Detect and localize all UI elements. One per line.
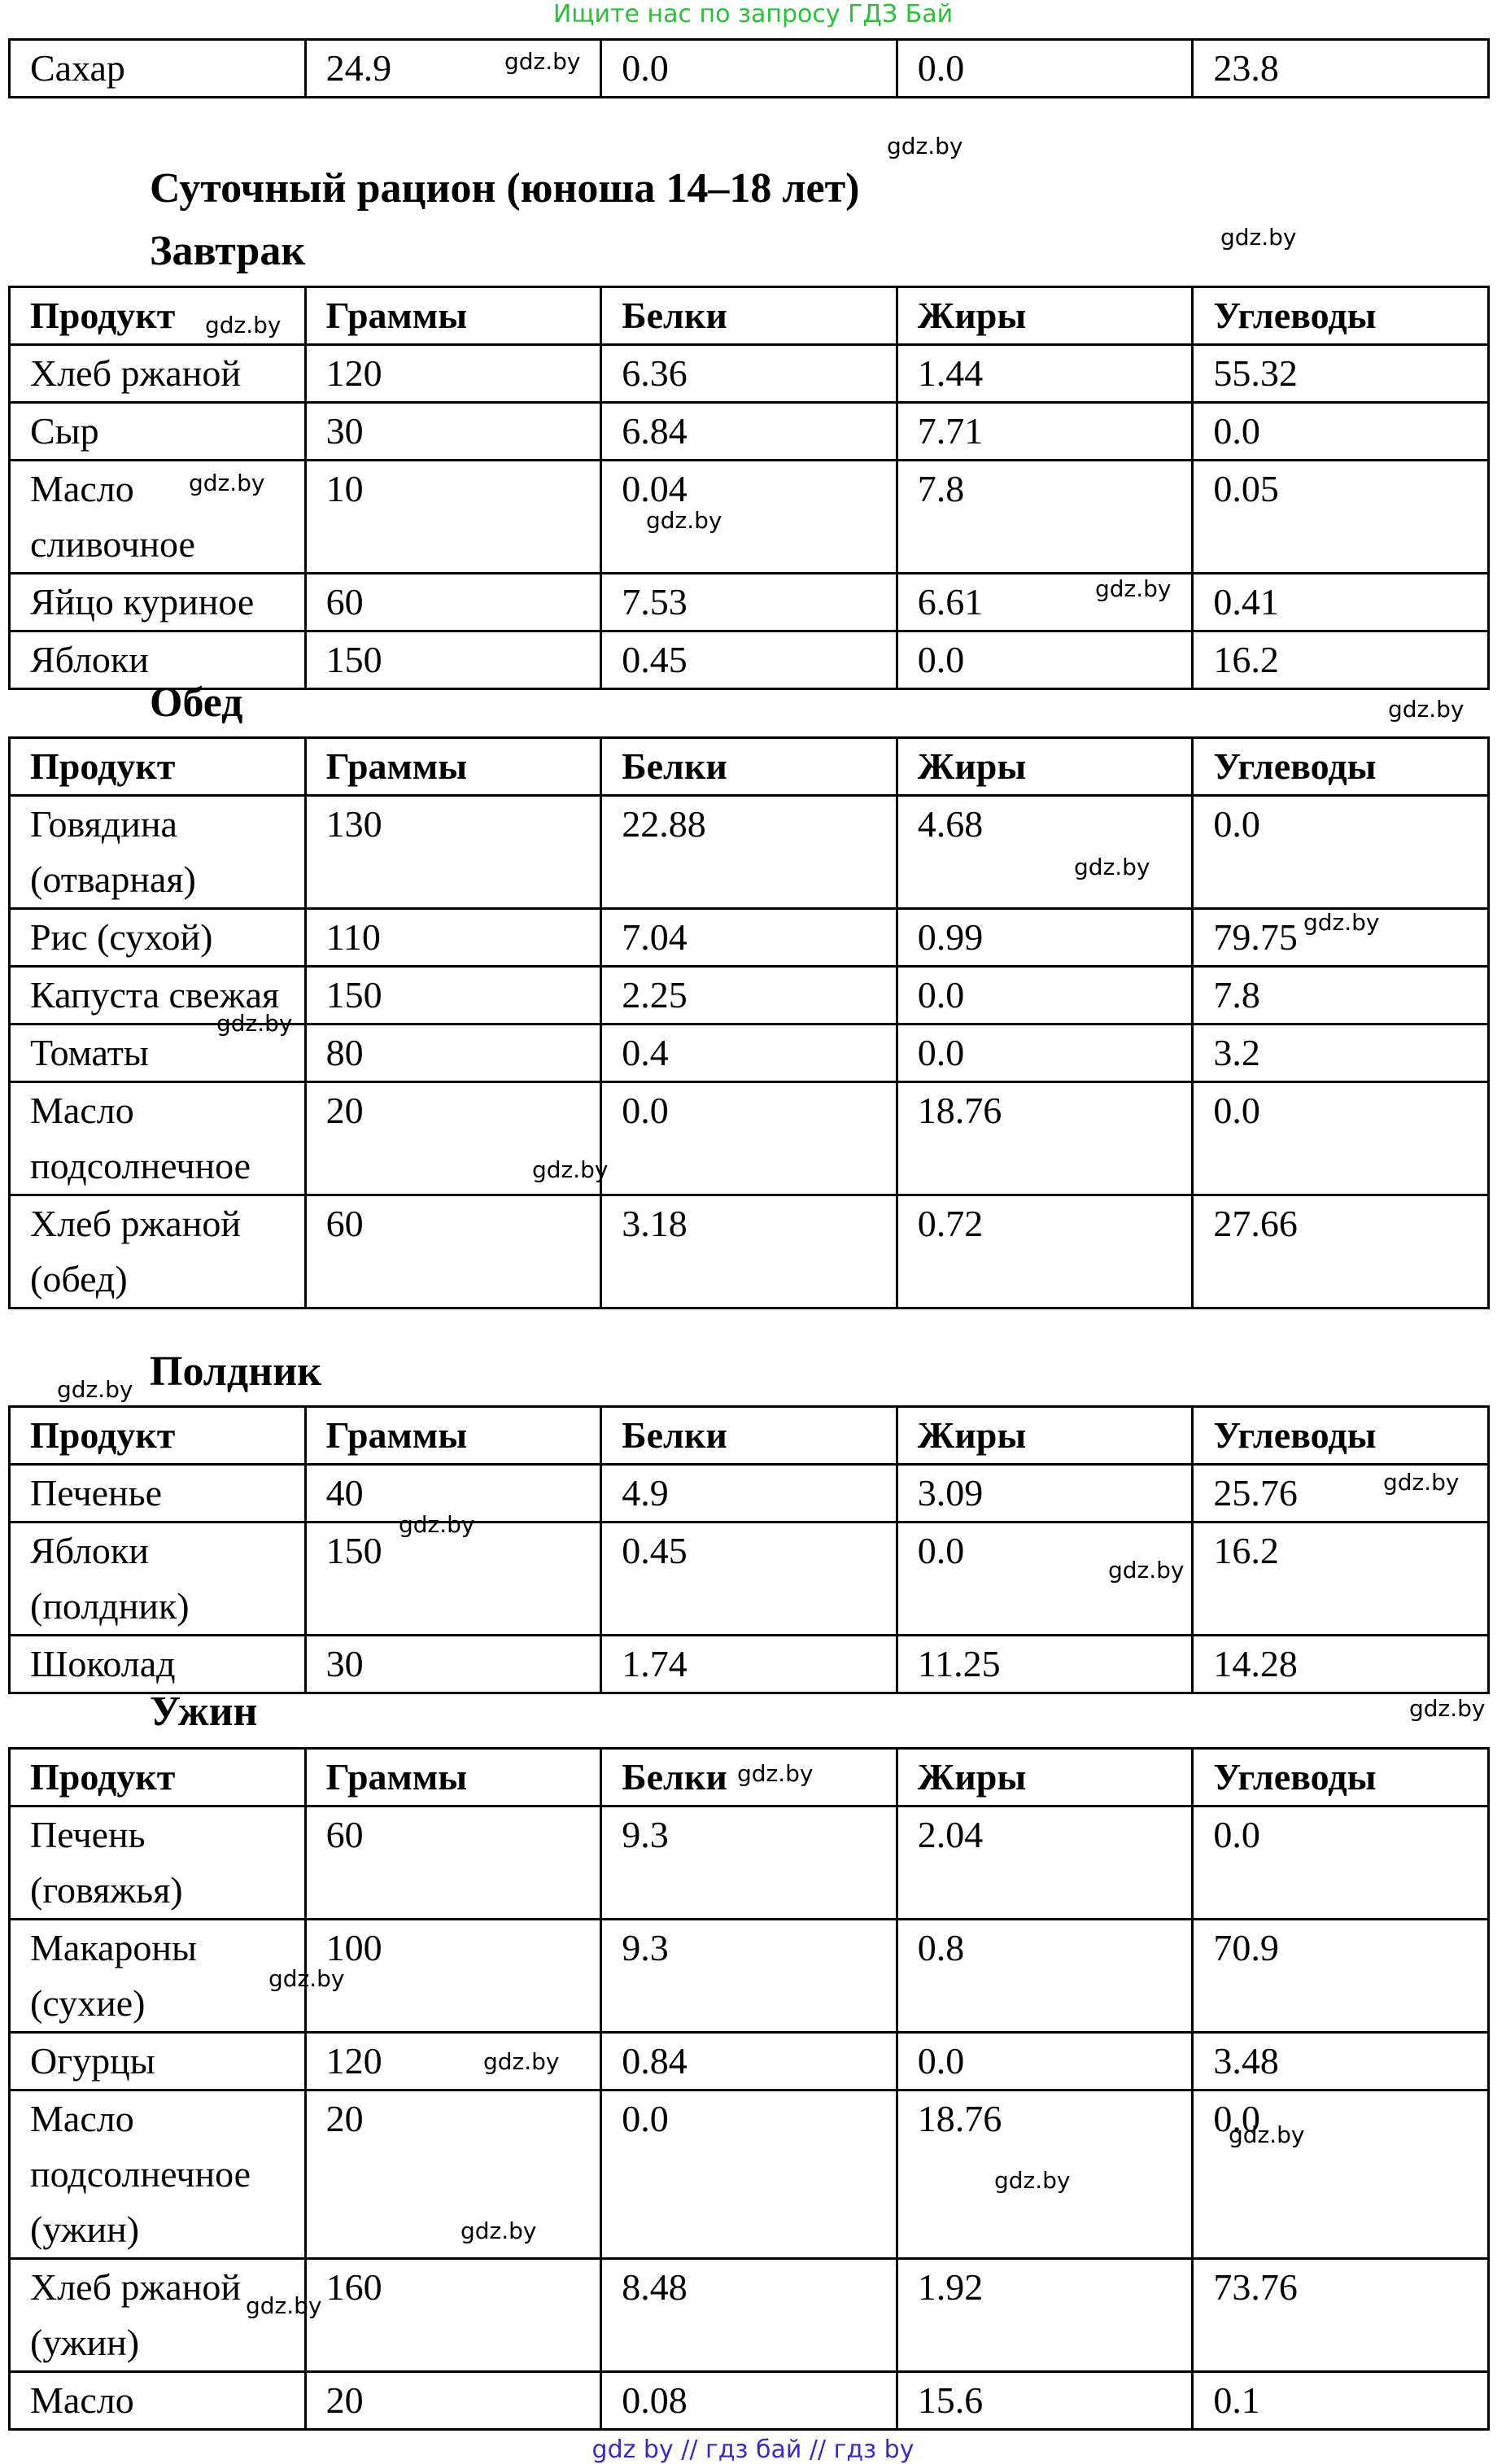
protein-cell: 6.84 [601,403,897,461]
watermark: gdz.by [1229,2121,1305,2148]
carbs-cell: 16.2 [1193,631,1489,689]
carbs-cell: 0.0 [1193,1082,1489,1195]
table-row [10,1082,1489,1195]
sugar-row-table [8,38,1490,98]
footer-links: gdz by // гдз бай // гдз by [591,2436,915,2464]
fat-cell: 7.8 [897,461,1193,574]
column-header-product: Продукт [10,738,306,796]
grams-cell: 130 [305,796,601,909]
fat-cell: 0.72 [897,1195,1193,1308]
fat-cell: 0.0 [897,631,1193,689]
grams-cell: 150 [305,631,601,689]
carbs-cell: 73.76 [1193,2259,1489,2372]
table-row [10,1523,1489,1636]
protein-cell: 4.9 [601,1465,897,1523]
product-cell: Печенье [10,1465,306,1523]
grams-cell: 110 [305,909,601,967]
column-header-fat: Жиры [897,287,1193,345]
carbs-cell: 3.48 [1193,2033,1489,2090]
watermark: gdz.by [246,2292,322,2319]
watermark: gdz.by [57,1376,133,1403]
table-row [10,345,1489,403]
column-header-grams: Граммы [305,1407,601,1465]
product-cell: Масло подсолнечное (ужин) [10,2090,306,2259]
watermark: gdz.by [737,1760,814,1787]
site-banner: Ищите нас по запросу ГДЗ Бай [552,0,954,28]
product-cell: Говядина (отварная) [10,796,306,909]
column-header-carbs: Углеводы [1193,1749,1489,1806]
lunch-title: Обед [150,679,243,726]
protein-cell: 0.45 [601,1523,897,1636]
carbs-cell: 27.66 [1193,1195,1489,1308]
table-header-row [10,738,1489,796]
column-header-protein: Белки [601,287,897,345]
product-cell: Хлеб ржаной [10,345,306,403]
product-cell: Рис (сухой) [10,909,306,967]
product-cell: Яйцо куриное [10,574,306,631]
table-row [10,1806,1489,1920]
carbs-cell: 55.32 [1193,345,1489,403]
fat-cell: 1.92 [897,2259,1193,2372]
carbs-cell: 0.0 [1193,403,1489,461]
column-header-fat: Жиры [897,738,1193,796]
column-header-fat: Жиры [897,1749,1193,1806]
fat-cell: 18.76 [897,2090,1193,2259]
grams-cell: 150 [305,1523,601,1636]
grams-cell: 20 [305,2090,601,2259]
carbs-cell: 0.0 [1193,796,1489,909]
column-header-carbs: Углеводы [1193,738,1489,796]
fat-cell: 18.76 [897,1082,1193,1195]
product-cell: Макароны (сухие) [10,1920,306,2033]
table-row [10,2259,1489,2372]
fat-cell: 3.09 [897,1465,1193,1523]
product-cell: Печень (говяжья) [10,1806,306,1920]
protein-cell: 8.48 [601,2259,897,2372]
carbs-cell: 23.8 [1193,40,1489,98]
watermark: gdz.by [994,2167,1071,2194]
product-cell: Томаты [10,1024,306,1082]
grams-cell: 10 [305,461,601,574]
watermark: gdz.by [646,507,722,534]
dinner-table [8,1747,1490,2431]
grams-cell: 30 [305,403,601,461]
product-cell: Яблоки [10,631,306,689]
watermark: gdz.by [205,312,282,339]
product-cell: Сыр [10,403,306,461]
fat-cell: 6.61 [897,574,1193,631]
watermark: gdz.by [1388,696,1465,723]
watermark: gdz.by [1220,224,1297,251]
fat-cell: 0.0 [897,1523,1193,1636]
watermark: gdz.by [1383,1469,1460,1496]
afternoon-snack-title: Полдник [150,1348,322,1395]
protein-cell: 9.3 [601,1806,897,1920]
fat-cell: 1.44 [897,345,1193,403]
grams-cell: 20 [305,1082,601,1195]
carbs-cell: 0.1 [1193,2372,1489,2430]
column-header-grams: Граммы [305,738,601,796]
fat-cell: 0.8 [897,1920,1193,2033]
column-header-carbs: Углеводы [1193,287,1489,345]
table-row [10,909,1489,967]
column-header-product: Продукт [10,1749,306,1806]
breakfast-title: Завтрак [150,228,306,274]
table-header-row [10,1407,1489,1465]
product-cell: Капуста свежая [10,967,306,1024]
product-cell: Сахар [10,40,306,98]
grams-cell: 120 [305,2033,601,2090]
watermark: gdz.by [216,1010,293,1037]
product-cell: Хлеб ржаной (обед) [10,1195,306,1308]
table-row [10,2090,1489,2259]
carbs-cell: 16.2 [1193,1523,1489,1636]
watermark: gdz.by [504,48,581,75]
fat-cell: 0.99 [897,909,1193,967]
protein-cell: 0.0 [601,40,897,98]
column-header-fat: Жиры [897,1407,1193,1465]
watermark: gdz.by [483,2048,560,2075]
grams-cell: 160 [305,2259,601,2372]
watermark: gdz.by [399,1511,475,1538]
protein-cell: 0.45 [601,631,897,689]
protein-cell: 3.18 [601,1195,897,1308]
product-cell: Хлеб ржаной (ужин) [10,2259,306,2372]
dinner-title: Ужин [150,1689,258,1735]
watermark: gdz.by [1095,575,1172,602]
table-row [10,2372,1489,2430]
protein-cell: 0.4 [601,1024,897,1082]
table-row [10,796,1489,909]
product-cell: Яблоки (полдник) [10,1523,306,1636]
watermark: gdz.by [268,1965,345,1992]
table-row [10,1636,1489,1693]
grams-cell: 60 [305,574,601,631]
carbs-cell: 25.76 [1193,1465,1489,1523]
protein-cell: 0.08 [601,2372,897,2430]
table-row [10,574,1489,631]
fat-cell: 4.68 [897,796,1193,909]
watermark: gdz.by [887,133,963,159]
protein-cell: 0.84 [601,2033,897,2090]
grams-cell: 20 [305,2372,601,2430]
protein-cell: 7.04 [601,909,897,967]
protein-cell: 2.25 [601,967,897,1024]
table-row [10,1465,1489,1523]
protein-cell: 1.74 [601,1636,897,1693]
product-cell: Масло сливочное [10,461,306,574]
carbs-cell: 7.8 [1193,967,1489,1024]
watermark: gdz.by [532,1156,609,1183]
grams-cell: 150 [305,967,601,1024]
table-row [10,40,1489,98]
protein-cell: 0.0 [601,2090,897,2259]
product-cell: Масло подсолнечное [10,1082,306,1195]
table-row [10,2033,1489,2090]
fat-cell: 7.71 [897,403,1193,461]
column-header-protein: Белки [601,738,897,796]
watermark: gdz.by [461,2217,537,2244]
column-header-grams: Граммы [305,1749,601,1806]
grams-cell: 24.9 [305,40,601,98]
table-row [10,403,1489,461]
grams-cell: 40 [305,1465,601,1523]
watermark: gdz.by [1409,1695,1486,1722]
fat-cell: 2.04 [897,1806,1193,1920]
product-cell: Огурцы [10,2033,306,2090]
fat-cell: 0.0 [897,2033,1193,2090]
grams-cell: 80 [305,1024,601,1082]
carbs-cell: 79.75 [1193,909,1489,967]
carbs-cell: 0.41 [1193,574,1489,631]
column-header-product: Продукт [10,287,306,345]
watermark: gdz.by [1108,1557,1185,1584]
fat-cell: 11.25 [897,1636,1193,1693]
fat-cell: 0.0 [897,1024,1193,1082]
grams-cell: 60 [305,1806,601,1920]
watermark: gdz.by [1074,854,1150,880]
watermark: gdz.by [1303,909,1380,936]
product-cell: Масло [10,2372,306,2430]
column-header-carbs: Углеводы [1193,1407,1489,1465]
grams-cell: 100 [305,1920,601,2033]
table-row [10,1920,1489,2033]
carbs-cell: 0.0 [1193,2090,1489,2259]
protein-cell: 0.0 [601,1082,897,1195]
column-header-protein: Белки [601,1749,897,1806]
protein-cell: 22.88 [601,796,897,909]
grams-cell: 120 [305,345,601,403]
grams-cell: 60 [305,1195,601,1308]
fat-cell: 0.0 [897,40,1193,98]
product-cell: Шоколад [10,1636,306,1693]
main-title: Суточный рацион (юноша 14–18 лет) [150,165,860,212]
protein-cell: 7.53 [601,574,897,631]
carbs-cell: 0.0 [1193,1806,1489,1920]
fat-cell: 15.6 [897,2372,1193,2430]
protein-cell: 9.3 [601,1920,897,2033]
column-header-grams: Граммы [305,287,601,345]
protein-cell: 0.04 [601,461,897,574]
column-header-product: Продукт [10,1407,306,1465]
carbs-cell: 0.05 [1193,461,1489,574]
fat-cell: 0.0 [897,967,1193,1024]
afternoon-snack-table [8,1405,1490,1694]
column-header-protein: Белки [601,1407,897,1465]
watermark: gdz.by [189,470,265,496]
carbs-cell: 70.9 [1193,1920,1489,2033]
carbs-cell: 3.2 [1193,1024,1489,1082]
carbs-cell: 14.28 [1193,1636,1489,1693]
table-row [10,1195,1489,1308]
protein-cell: 6.36 [601,345,897,403]
grams-cell: 30 [305,1636,601,1693]
